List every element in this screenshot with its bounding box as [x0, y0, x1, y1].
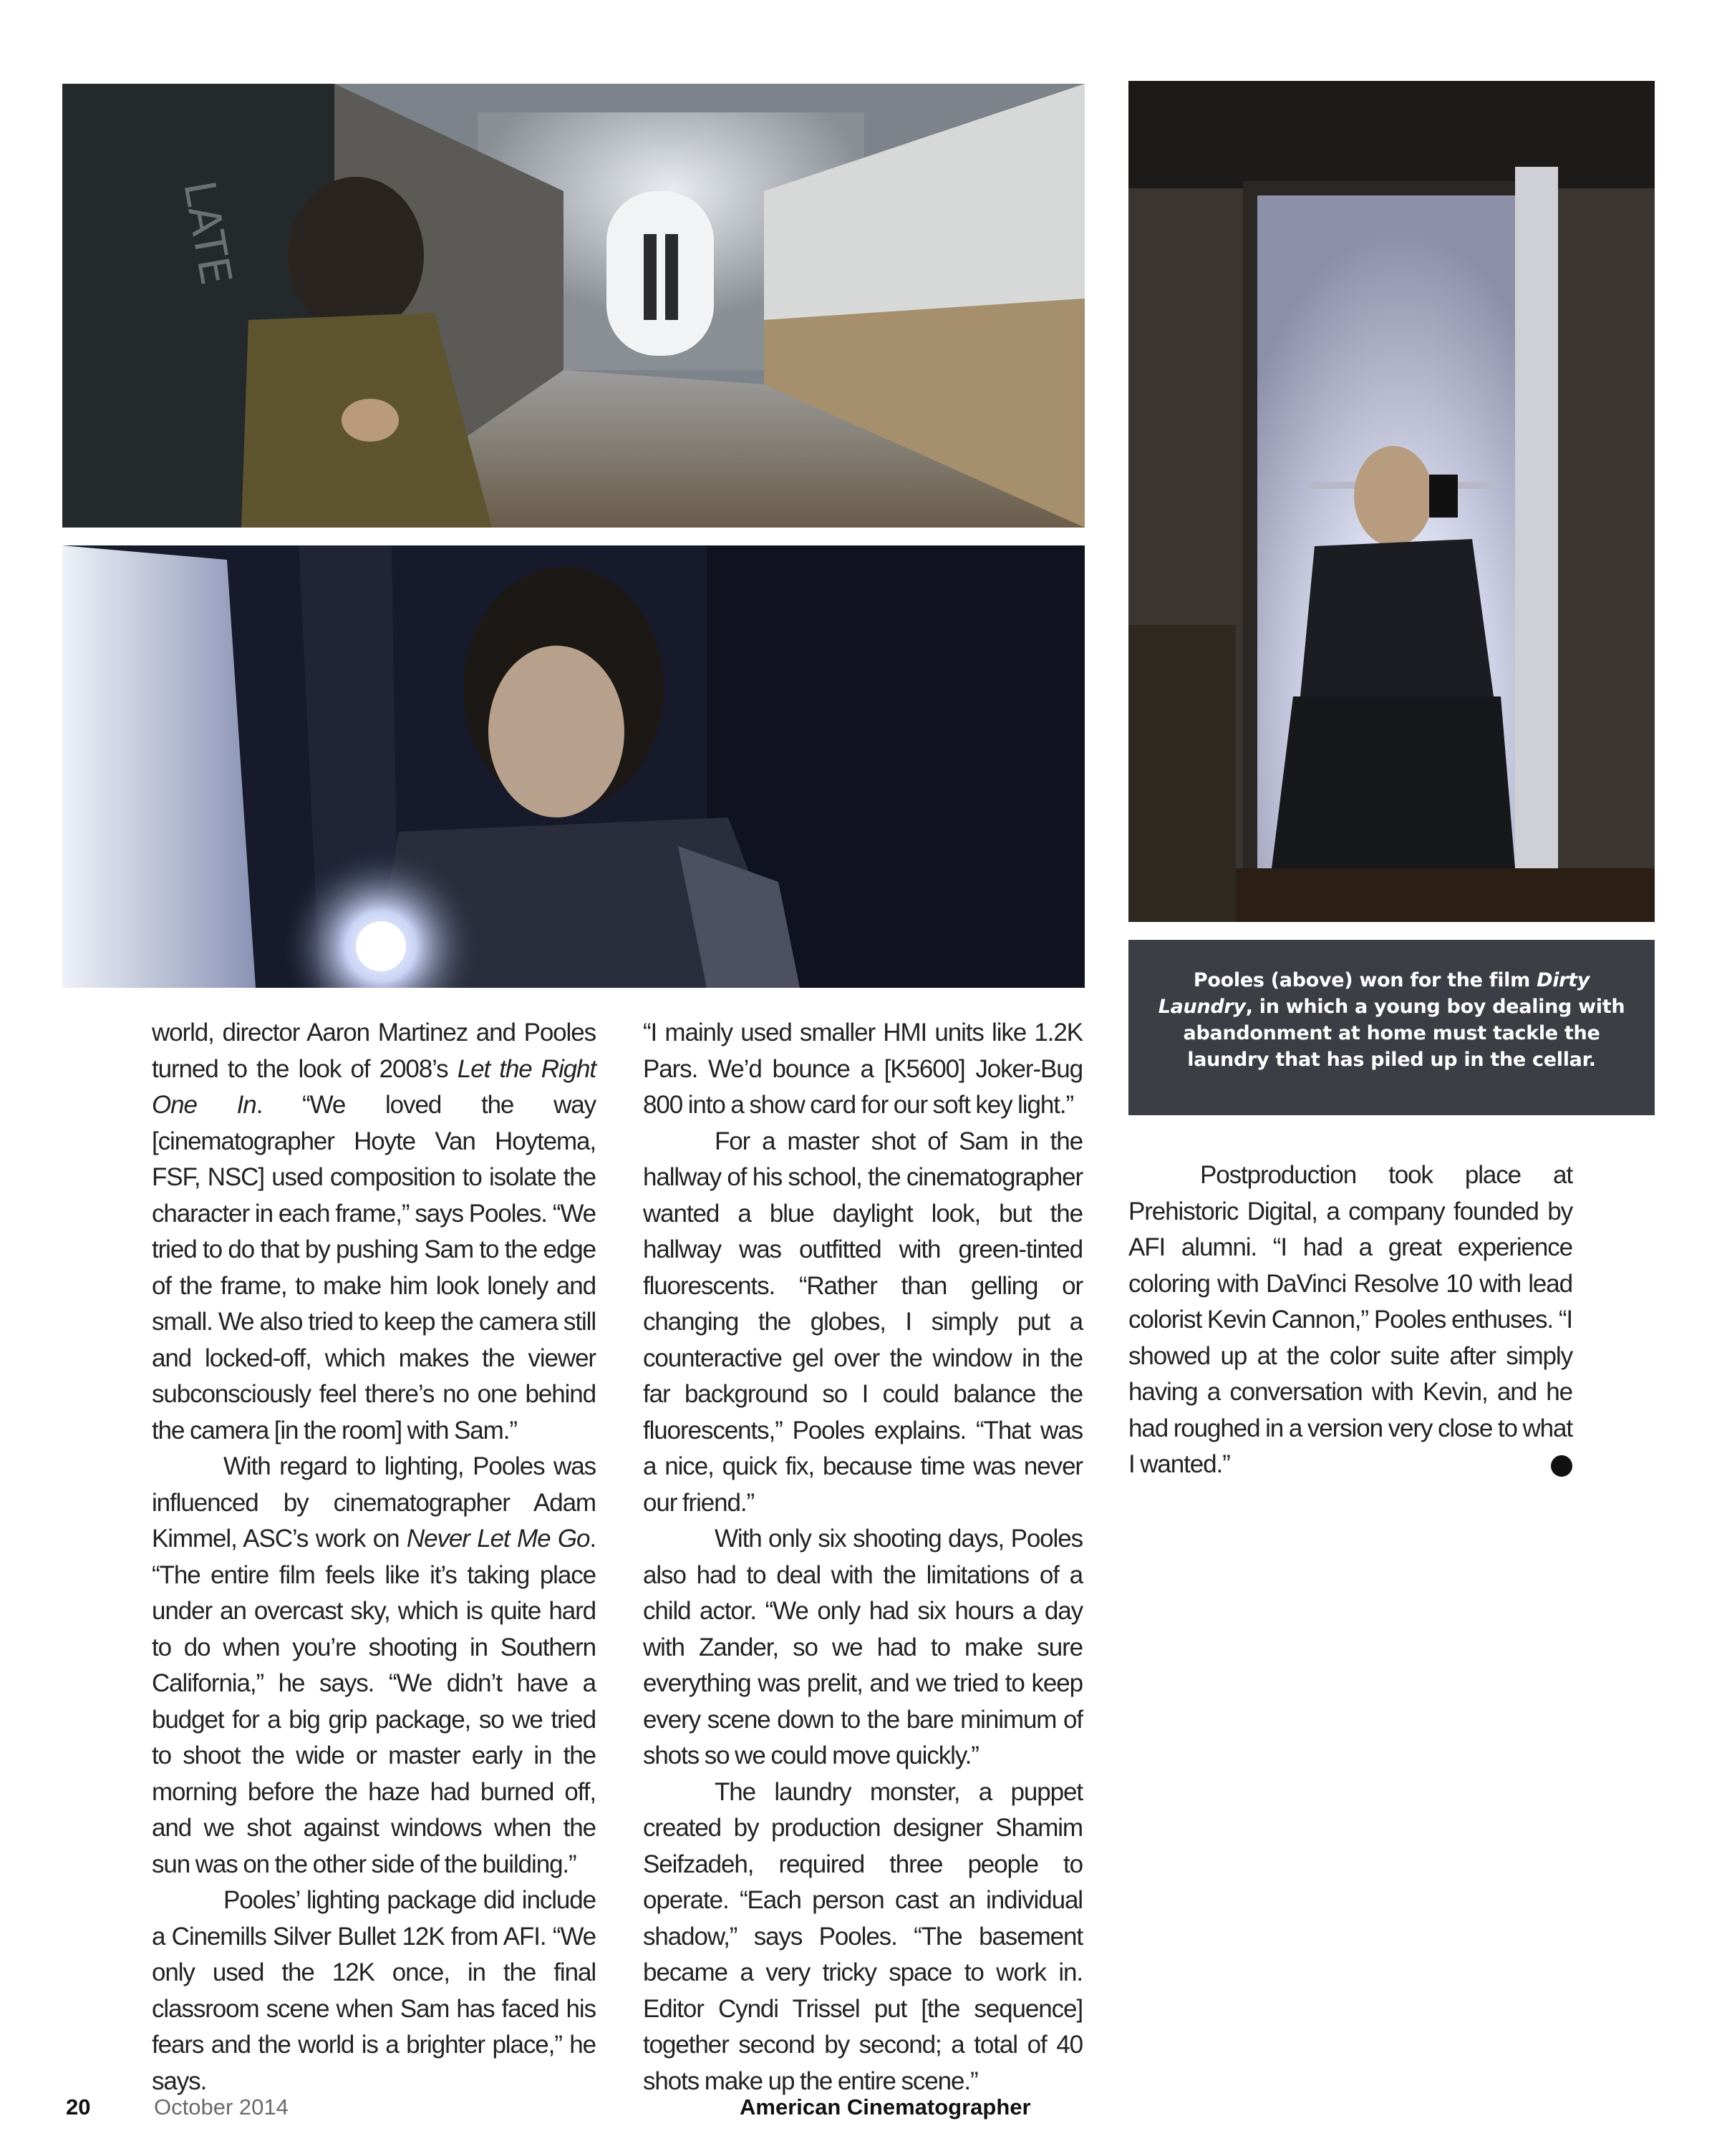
- magazine-title: American Cinematographer: [740, 2094, 1031, 2119]
- hallway-photo-illustration: [62, 84, 1085, 528]
- photo-boy-flashlight: [62, 545, 1085, 988]
- caption-text-end: , in which a young boy dealing with abandonment at home must tackle the laundry that has piled up in the cellar.: [1183, 996, 1625, 1071]
- col2-paragraph-4: The laundry monster, a puppet created by production designer Shamim Seifzadeh, required three people to operate. “Each person cast an individual shadow,” says Pooles. “The basement became a very tricky space to work in. Editor Cyndi Trissel put [the sequence] together second by second; a total of 40 shots make up the entire scene.”: [643, 1777, 1083, 2095]
- caption-text-start: Pooles (above) won for the film: [1193, 969, 1537, 991]
- article-column-2: [643, 1015, 1083, 2099]
- article-column-3: [1128, 1157, 1572, 1483]
- col1-paragraph-3: Pooles’ lighting package did include a Cinemills Silver Bullet 12K from AFI. “We only used the 12K once, in the final classroom scene when Sam has faced his fears and the world is a brighter place,” he says.: [152, 1886, 596, 2095]
- svg-text:LATE: LATE: [173, 177, 241, 289]
- flashlight-photo-illustration: [62, 545, 1085, 988]
- col1-p1-text-a: world, director Aaron Martinez and Pooles turned to the look of 2008’s: [152, 1019, 596, 1083]
- article-column-1: [152, 1015, 596, 2099]
- pooles-photo-illustration: [1128, 81, 1655, 922]
- col1-p2-text-a: With regard to lighting, Pooles was influenced by cinematographer Adam Kimmel, ASC’s work on: [152, 1452, 596, 1553]
- col1-paragraph-2: [152, 1449, 596, 1883]
- col1-p1-text-b: . “We loved the way [cinematographer Hoyte Van Hoytema, FSF, NSC] used composition to isolate the character in each frame,” says Pooles. “We tried to do that by pushing Sam to the edge of the frame, to make him look lonely and small. We also tried to keep the camera still and locked-off, which makes the viewer subconsciously feel there’s no one behind the camera [in the room] with Sam.”: [152, 1091, 596, 1444]
- caption-film-title: Dirty Laundry: [1158, 969, 1590, 1018]
- col2-paragraph-1: “I mainly used smaller HMI units like 1.2K Pars. We’d bounce a [K5600] Joker-Bug 800 into a show card for our soft key light.”: [643, 1019, 1083, 1119]
- col1-p2-text-b: . “The entire film feels like it’s taking place under an overcast sky, which is quite hard to do when you’re shooting in Southern California,” he says. “We didn’t have a budget for a big grip package, so we tried to shoot the wide or master early in the morning before the haze had burned off, and we shot against windows when the sun was on the other side of the building.”: [152, 1525, 596, 1878]
- photo-caption: [1128, 940, 1655, 1115]
- col1-paragraph-1: [152, 1015, 596, 1449]
- photo-hallway-boy: [62, 84, 1085, 528]
- col3-p1-text: Postproduction took place at Prehistoric Digital, a company founded by AFI alumni. “I had a great experience coloring with DaVinci Resolve 10 with lead colorist Kevin Cannon,” Pooles enthuses. “I showed up at the color suite after simply having a conversation with Kevin, and he had roughed in a version very close to what I wanted.”: [1128, 1161, 1572, 1478]
- end-of-article-bullet-icon: [1551, 1455, 1572, 1477]
- col1-p2-film-title: Never Let Me Go: [406, 1525, 590, 1553]
- photo-pooles-doorway: [1128, 81, 1655, 922]
- col2-paragraph-2: For a master shot of Sam in the hallway of his school, the cinematographer wanted a blue daylight look, but the hallway was outfitted with green-tinted fluorescents. “Rather than gelling or changing the globes, I simply put a counteractive gel over the window in the far background so I could balance the fluorescents,” Pooles explains. “That was a nice, quick fix, because time was never our friend.”: [643, 1127, 1083, 1517]
- col1-p1-film-title: Let the Right One In: [152, 1054, 596, 1119]
- col3-paragraph-1: [1128, 1157, 1572, 1483]
- col2-paragraph-3: With only six shooting days, Pooles also had to deal with the limitations of a child actor. “We only had six hours a day with Zander, so we had to make sure everything was prelit, and we tried to keep every scene down to the bare minimum of shots so we could move quickly.”: [643, 1525, 1083, 1769]
- issue-date: October 2014: [154, 2094, 289, 2119]
- page-number: 20: [66, 2094, 91, 2119]
